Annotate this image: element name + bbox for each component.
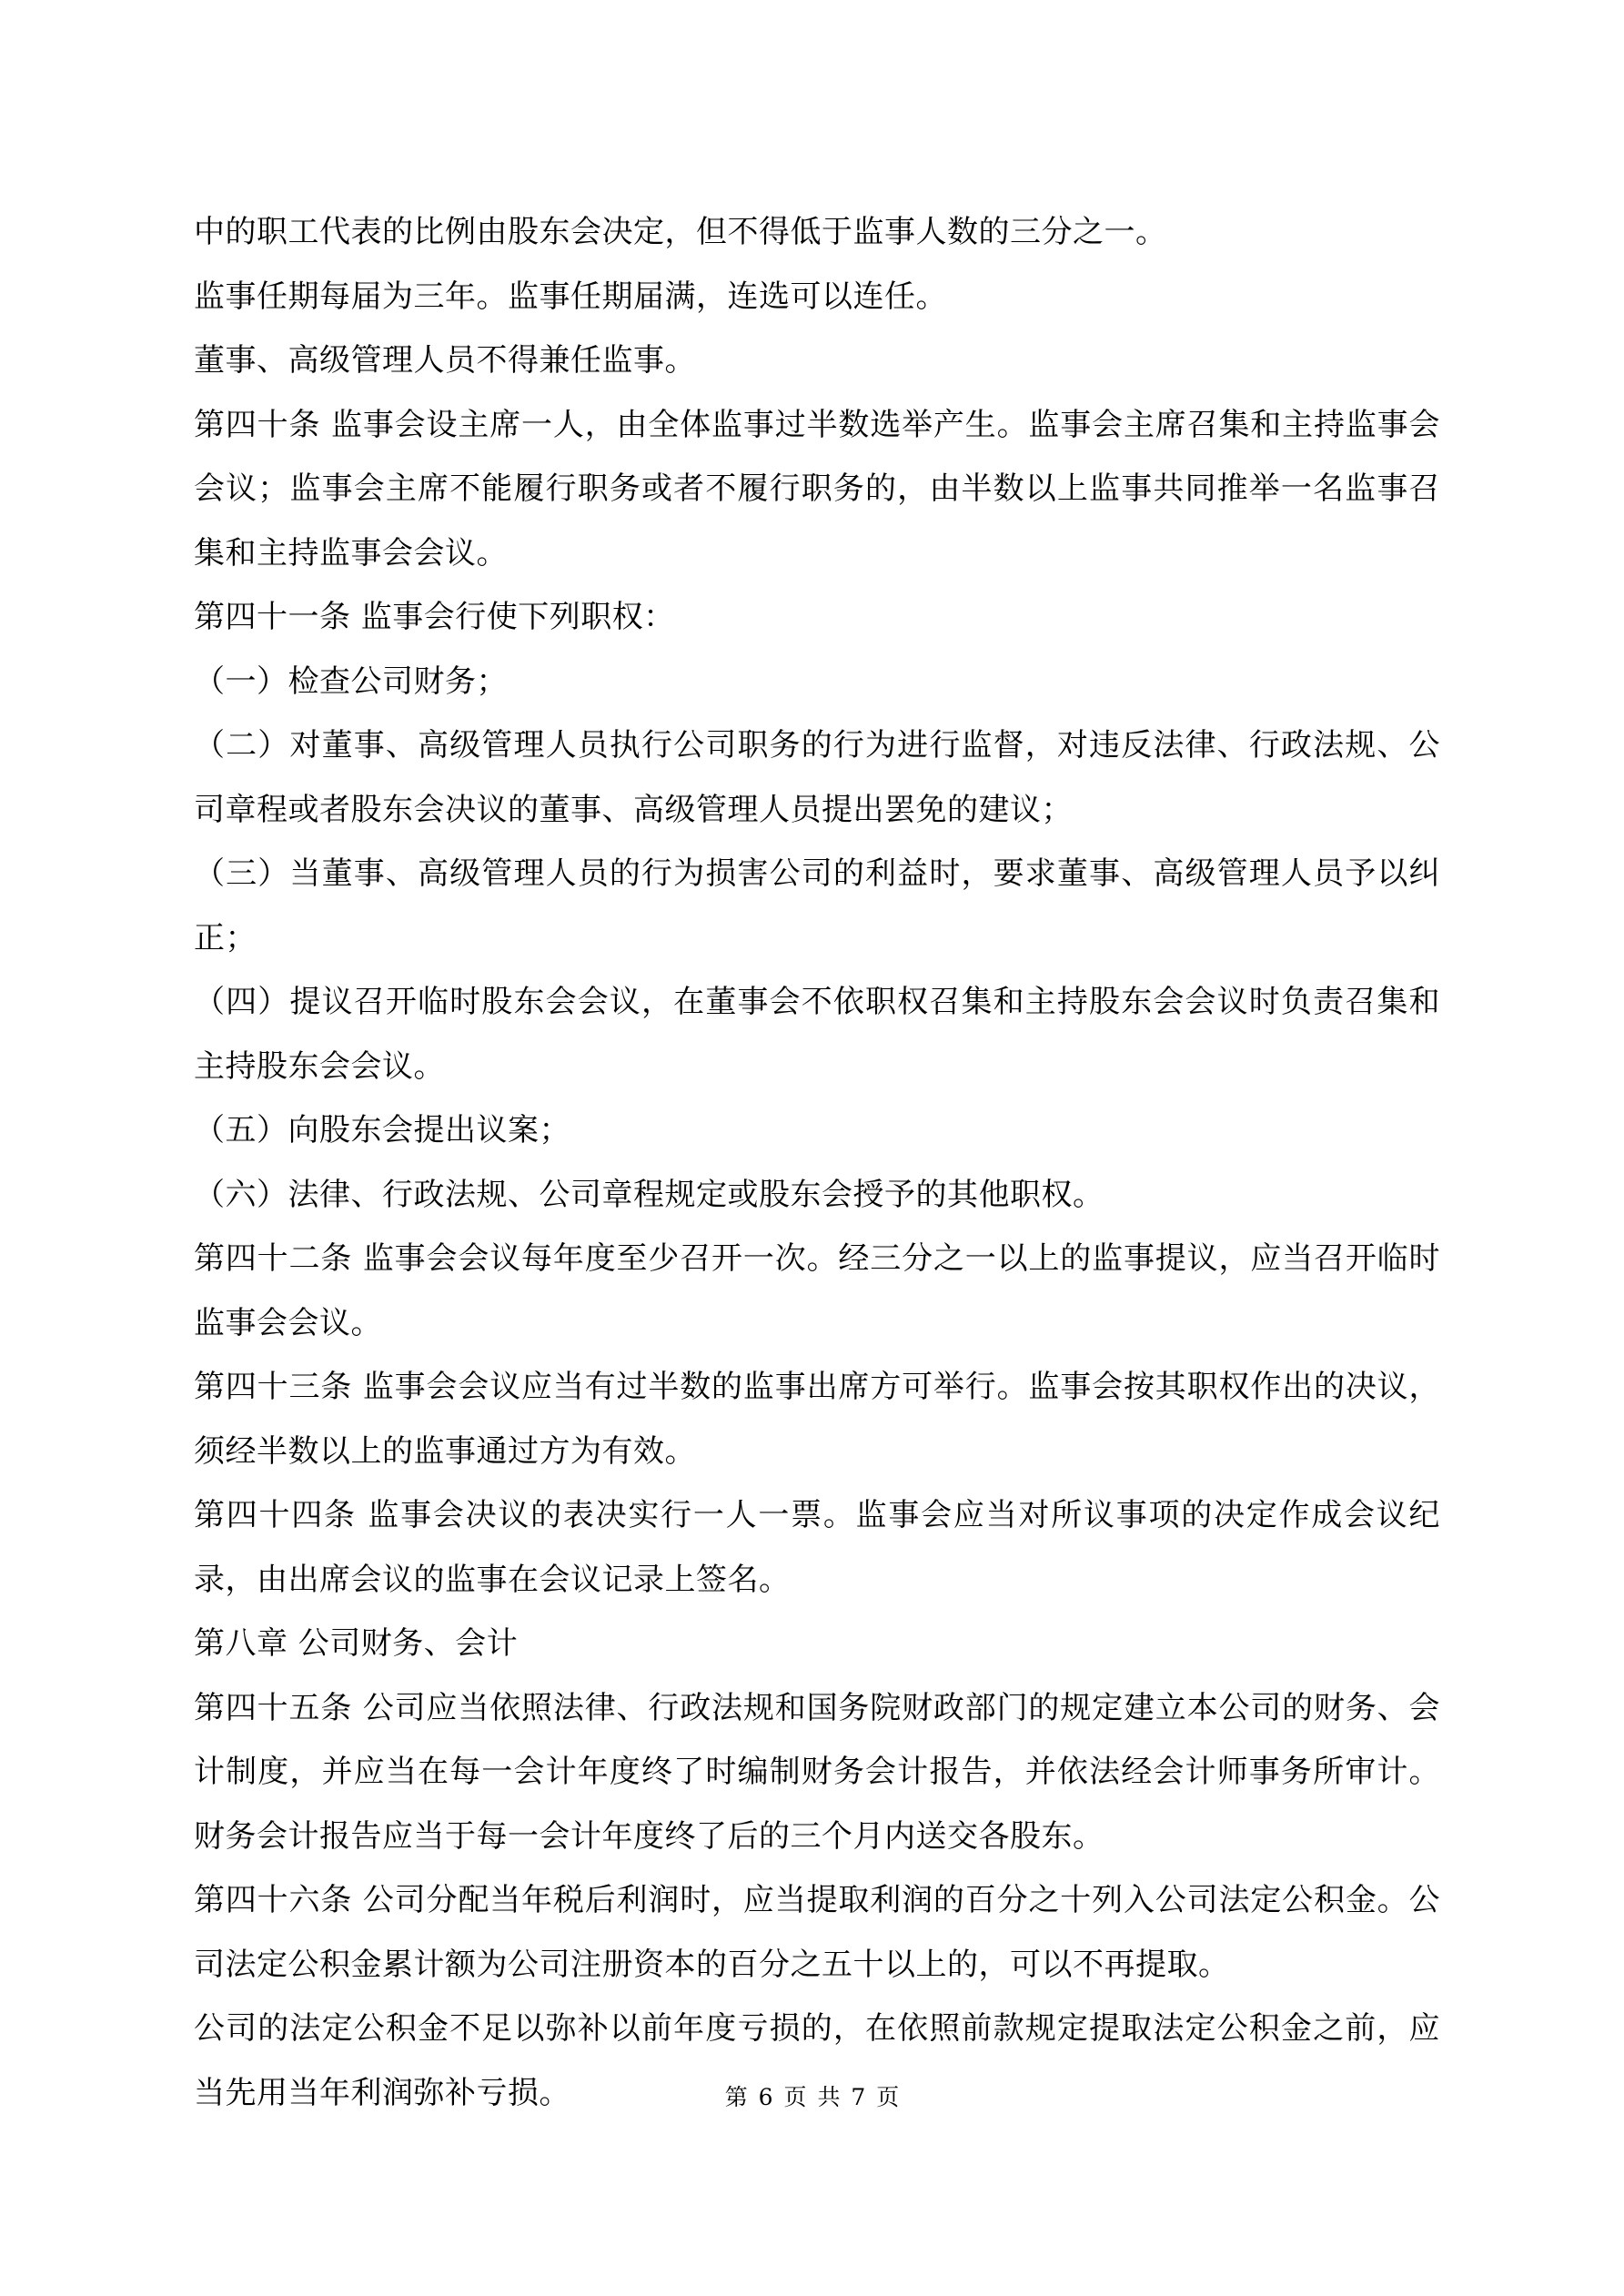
list-item: （二）对董事、高级管理人员执行公司职务的行为进行监督，对违反法律、行政法规、公司章程或者股东会决议的董事、高级管理人员提出罢免的建议；: [194, 727, 1440, 828]
article-41: 第四十一条 监事会行使下列职权：: [194, 599, 675, 635]
list-item: （一）检查公司财务；: [194, 663, 508, 700]
article-45: 第四十五条 公司应当依照法律、行政法规和国务院财政部门的规定建立本公司的财务、会计制度，并应当在每一会计年度终了时编制财务会计报告，并依法经会计师事务所审计。财务会计报告应当于每一会计年度终了后的三个月内送交各股东。: [194, 1689, 1440, 1855]
paragraph: 监事任期每届为三年。监事任期届满，连选可以连任。: [194, 278, 947, 315]
page-number: 第 6 页 共 7 页: [724, 2084, 900, 2110]
list-item: （三）当董事、高级管理人员的行为损害公司的利益时，要求董事、高级管理人员予以纠正；: [194, 855, 1440, 956]
article-46: 第四十六条 公司分配当年税后利润时，应当提取利润的百分之十列入公司法定公积金。公司法定公积金累计额为公司注册资本的百分之五十以上的，可以不再提取。: [194, 1882, 1440, 1983]
paragraph: 董事、高级管理人员不得兼任监事。: [194, 342, 696, 379]
chapter-heading: 第八章 公司财务、会计: [194, 1625, 519, 1662]
list-item: （四）提议召开临时股东会会议，在董事会不依职权召集和主持股东会会议时负责召集和主持股东会会议。: [194, 984, 1440, 1085]
article-43: 第四十三条 监事会会议应当有过半数的监事出席方可举行。监事会按其职权作出的决议，须经半数以上的监事通过方为有效。: [194, 1369, 1440, 1470]
article-44: 第四十四条 监事会决议的表决实行一人一票。监事会应当对所议事项的决定作成会议纪录，由出席会议的监事在会议记录上签名。: [194, 1497, 1440, 1598]
list-item: （五）向股东会提出议案；: [194, 1112, 570, 1148]
article-42: 第四十二条 监事会会议每年度至少召开一次。经三分之一以上的监事提议，应当召开临时监事会会议。: [194, 1240, 1440, 1341]
paragraph: 中的职工代表的比例由股东会决定，但不得低于监事人数的三分之一。: [194, 214, 1167, 250]
paragraph: 公司的法定公积金不足以弥补以前年度亏损的，在依照前款规定提取法定公积金之前，应当先用当年利润弥补亏损。: [194, 2010, 1440, 2111]
list-item: （六）法律、行政法规、公司章程规定或股东会授予的其他职权。: [194, 1176, 1105, 1213]
article-40: 第四十条 监事会设主席一人，由全体监事过半数选举产生。监事会主席召集和主持监事会会议；监事会主席不能履行职务或者不履行职务的，由半数以上监事共同推举一名监事召集和主持监事会会议。: [194, 406, 1440, 571]
document-body: [194, 200, 1440, 2125]
